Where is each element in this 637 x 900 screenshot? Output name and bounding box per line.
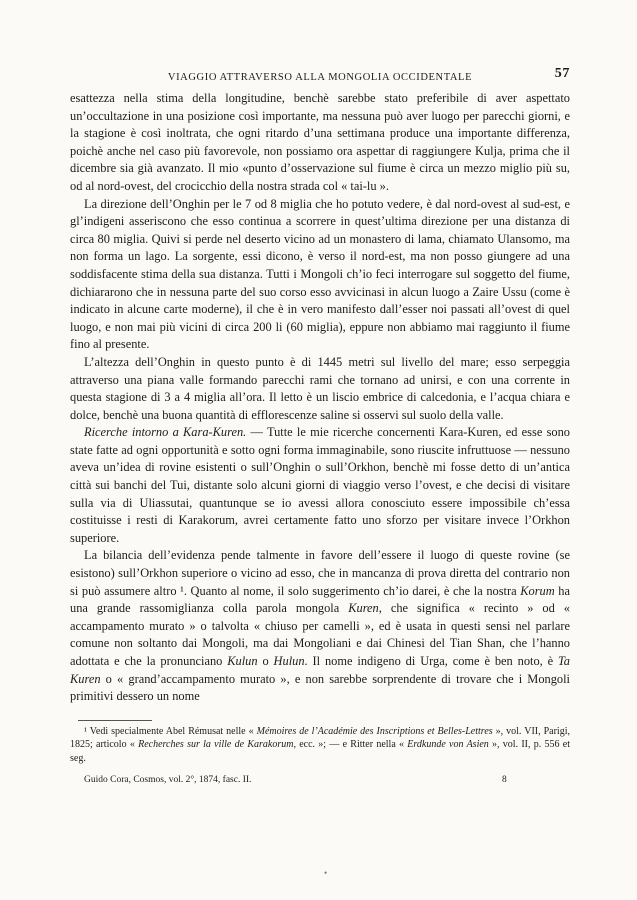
bottom-mark: • [324,868,328,878]
text-run: , ecc. »; — e Ritter nella « [293,739,408,751]
paragraph [70,90,570,196]
paragraph [70,354,570,424]
running-title: VIAGGIO ATTRAVERSO ALLA MONGOLIA OCCIDENTALE [167,72,473,83]
text-run: o « grand’accampamento murato », e non sarebbe sorprendente di trovare che i Mongoli primitivi dessero un nome [70,671,570,704]
paragraph [70,547,570,705]
text-run: La bilancia dell’evidenza pende talmente in favore dell’essere il luogo di queste rovine (se esistono) sull’Orkhon superiore o vicino ad esso, che in mancanza di prova diretta del contrario non si può assumere altro ¹. Quanto al nome, il solo suggerimento ch’io darei, è che la nostra [70,548,570,598]
text-run: La direzione dell’Onghin per le 7 od 8 miglia che ho potuto vedere, è dal nord-ovest al sud-est, e gl’indigeni asseriscono che esso continua a scorrere in quest’ultima direzione per una distanza di circa 80 miglia. Quivi si perde nel deserto vicino ad un monastero di lama, chiamato Ulansomo, ma non forma un lago. La sorgente, essi dicono, è verso il nord-est, ma non posso giungere ad una soddisfacente stima della sua distanza. Tutti i Mongoli ch’io feci interrogare sul soggetto del fiume, dichiararono che in nessuna parte del suo corso esso avvicinasi in alcun luogo a Zaire Ussu (come è indicato in alcune carte moderne), il che è in vero manifesto dall’esser noi passati all’ovest di quel luogo, e non mai più vicini di circa 200 li (60 miglia), eppure non abbiamo mai raggiunto il fiume fino al presente. [70,196,570,352]
footnote [70,725,570,766]
article-body [70,90,570,706]
footnote-divider [78,720,152,721]
text-run: — Tutte le mie ricerche concernenti Kara-Kuren, ed esse sono state fatte ad ogni opportunità e sotto ogni forma immaginabile, sono riuscite infruttuose — nessuno aveva un’idea di rovine esistenti o sull’Onghin o sull’Orkhon, benchè mi fosse detto di un’antica città sui banchi del Tui, distante solo alcuni giorni di viaggio verso l’ovest, e che decisi di visitare sulla via di Uliassutai, quantunque se io avessi allora conosciuto essere impossibile ch’essa costituisse i resti di Karakorum, avrei certamente fatto uno sforzo per visitare invece l’Orkhon superiore. [70,425,570,545]
paragraph [70,424,570,547]
italic-text: Kulun [227,654,258,668]
text-run: ¹ Vedi specialmente Abel Rémusat nelle « [84,725,257,737]
signature-mark: 8 [502,775,507,786]
paragraph [70,196,570,354]
italic-text: Hulun [273,654,305,668]
text-run: L’altezza dell’Onghin in questo punto è di 1445 metri sul livello del mare; esso serpeggia attraverso una piana valle formando parecchi rami che tornano ad unirsi, e con una corrente in questa stagione di 3 a 4 miglia all’ora. Il letto è un liscio embrice di calcedonia, e l’acqua chiara e dolce, benchè una buona quantità di efflorescenze saline si osservi sul suolo della valle. [70,354,570,422]
page [70,66,570,789]
italic-text: Kuren [348,601,379,616]
text-run: esattezza nella stima della longitudine, benchè sarebbe stato preferibile di aver aspettato un’occultazione in una posizione così importante, ma nessuna può aver luogo per parecchi giorni, e la stagione è così inoltrata, che ogni ritardo d’una settimana produce una importante differenza, poichè anche nel caso più favorevole, non possiamo ora aspettar di raggiungere Kulja, prima che il dicembre sia già avanzato. Il mio «punto d’osservazione sul fiume è circa un mezzo miglio più su, od al nord-ovest, del crocicchio della nostra strada col « tai-lu ». [70,91,570,193]
italic-text: Korum [520,583,555,598]
text-run: , che significa « recinto » od « accampamento murato » o talvolta « chiuso per camelli », ed è usata in questi sensi nel parlare comune non soltanto dai Mongoli, ma dai Mongoliani e dai Chinesi del Tian Shan, che l’hanno adottata e che la pronunciano [70,601,570,668]
italic-text: Ta Kuren [70,654,570,686]
page-number: 57 [554,66,570,81]
text-run: o [257,654,274,668]
italic-text: Ricerche intorno a Kara-Kuren. [84,425,247,440]
text-run: ha una grande rassomiglianza colla parola mongola [70,583,571,616]
text-run: », vol. VII, Parigi, 1825; articolo « [70,725,570,751]
italic-text: Recherches sur la ville de Karakorum [138,739,294,751]
running-head [70,66,570,86]
text-run: . Il nome indigeno di Urga, come è ben noto, è [304,654,559,668]
italic-text: Mémoires de l’Académie des Inscriptions et Belles-Lettres [256,725,493,737]
text-run: », vol. II, p. 556 et seg. [70,739,570,764]
page-footer [70,775,570,789]
publication-source: Guido Cora, Cosmos, vol. 2°, 1874, fasc. II. [84,775,252,786]
italic-text: Erdkunde von Asien [407,739,489,751]
